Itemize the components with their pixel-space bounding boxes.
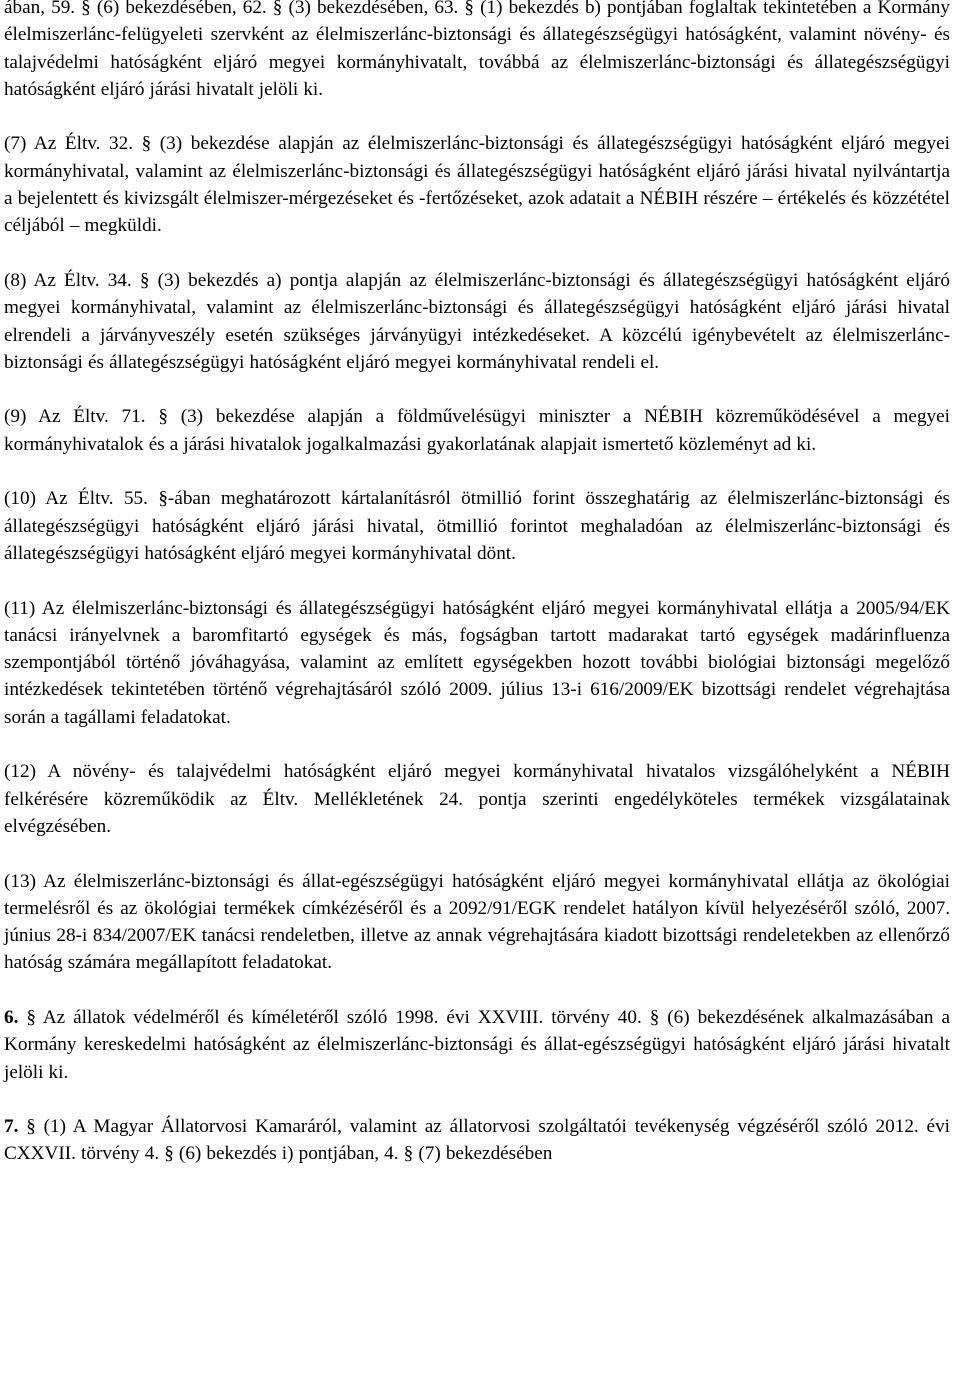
paragraph-continuation: ában, 59. § (6) bekezdésében, 62. § (3) bekezdésében, 63. § (1) bekezdés b) pontjában foglaltak tekintetében a Kormány élelmiszerlánc-felügyeleti szervként az élelmiszerlánc-biztonsági és állategészségügyi hatóságként, valamint növény- és talajvédelmi hatóságként eljáró megyei kormányhivatalt, továbbá az élelmiszerlánc-biztonsági és állategészségügyi hatóságként eljáró járási hivatalt jelöli ki. [4, 0, 950, 100]
paragraph-9: (9) Az Éltv. 71. § (3) bekezdése alapján a földművelésügyi miniszter a NÉBIH közreműködésével a megyei kormányhivatalok és a járási hivatalok jogalkalmazási gyakorlatának alapjait ismertető közleményt ad ki. [4, 406, 950, 455]
section-7-text: § (1) A Magyar Állatorvosi Kamaráról, valamint az állatorvosi szolgáltatói tevékenység végzéséről szóló 2012. évi CXXVII. törvény 4. § (6) bekezdés i) pontjában, 4. § (7) bekezdésében [4, 1116, 950, 1165]
section-6-number: 6. [4, 1006, 19, 1028]
paragraph-11: (11) Az élelmiszerlánc-biztonsági és állategészségügyi hatóságként eljáró megyei kormányhivatal ellátja a 2005/94/EK tanácsi irányelvnek a baromfitartó egységek és más, fogságban tartott madarakat tartó egységek madárinfluenza szempontjából történő jóváhagyása, valamint az említett egységekben hozott további biológiai biztonsági megelőző intézkedések tekintetében történő végrehajtásáról szóló 2009. július 13-i 616/2009/EK bizottsági rendelet végrehajtása során a tagállami feladatokat. [4, 597, 950, 728]
section-7 [4, 1113, 950, 1168]
paragraph-13: (13) Az élelmiszerlánc-biztonsági és állat-egészségügyi hatóságként eljáró megyei kormányhivatal ellátja az ökológiai termelésről és az ökológiai termékek címkézéséről és a 2092/91/EGK rendelet hatályon kívül helyezéséről szóló, 2007. június 28-i 834/2007/EK tanácsi rendeletben, illetve az annak végrehajtására kiadott bizottsági rendeletekben az ellenőrző hatóság számára megállapított feladatokat. [4, 870, 950, 974]
paragraph-8: (8) Az Éltv. 34. § (3) bekezdés a) pontja alapján az élelmiszerlánc-biztonsági és állategészségügyi hatóságként eljáró megyei kormányhivatal, valamint az élelmiszerlánc-biztonsági és állategészségügyi hatóságként eljáró járási hivatal elrendeli a járványveszély esetén szükséges járványügyi intézkedéseket. A közcélú igénybevételt az élelmiszerlánc-biztonsági és állategészségügyi hatóságként eljáró megyei kormányhivatal rendeli el. [4, 269, 950, 373]
paragraph-7: (7) Az Éltv. 32. § (3) bekezdése alapján az élelmiszerlánc-biztonsági és állategészségügyi hatóságként eljáró megyei kormányhivatal, valamint az élelmiszerlánc-biztonsági és állategészségügyi hatóságként eljáró járási hivatal nyilvántartja a bejelentett és kivizsgált élelmiszer-mérgezéseket és -fertőzéseket, azok adatait a NÉBIH részére – értékelés és közzététel céljából – megküldi. [4, 133, 950, 237]
section-7-number: 7. [4, 1116, 19, 1138]
paragraph-10: (10) Az Éltv. 55. §-ában meghatározott kártalanításról ötmillió forint összeghatárig az élelmiszerlánc-biztonsági és állategészségügyi hatóságként eljáró járási hivatal, ötmillió forintot meghaladóan az élelmiszerlánc-biztonsági és állategészségügyi hatóságként eljáró megyei kormányhivatal dönt. [4, 488, 950, 564]
paragraph-12: (12) A növény- és talajvédelmi hatóságként eljáró megyei kormányhivatal hivatalos vizsgálóhelyként a NÉBIH felkérésére közreműködik az Éltv. Mellékletének 24. pontja szerinti engedélyköteles termékek vizsgálatainak elvégzésében. [4, 761, 950, 837]
section-6-text: § Az állatok védelméről és kíméletéről szóló 1998. évi XXVIII. törvény 40. § (6) bekezdésének alkalmazásában a Kormány kereskedelmi hatóságként az élelmiszerlánc-biztonsági és állat-egészségügyi hatóságként eljáró járási hivatalt jelöli ki. [4, 1006, 950, 1083]
section-6 [4, 1004, 950, 1086]
